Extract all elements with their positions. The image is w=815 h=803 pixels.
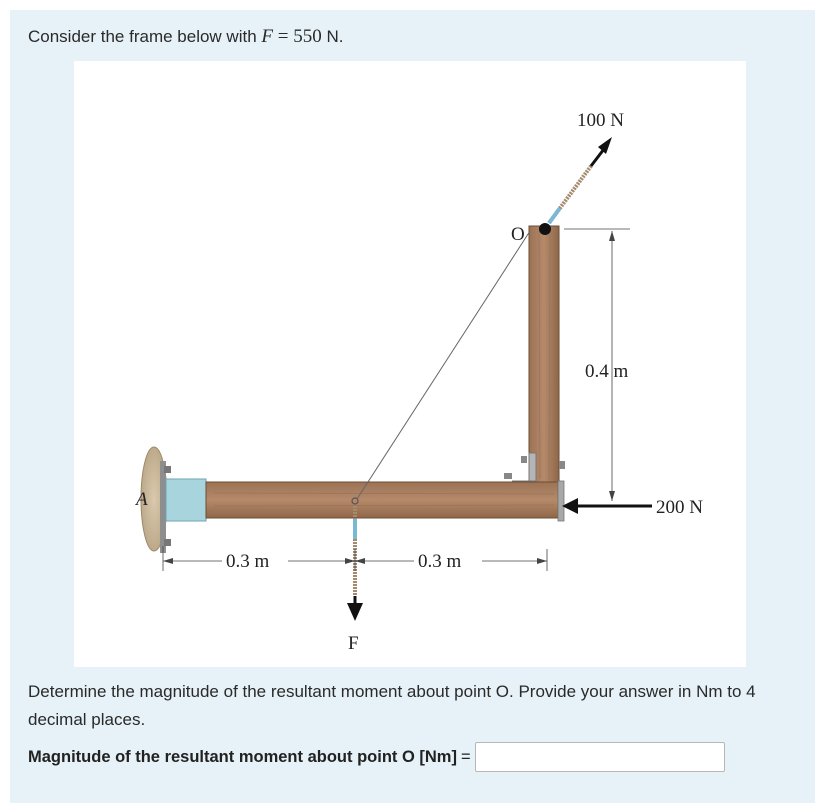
intro-math [261, 26, 321, 47]
corner-bolt [521, 456, 527, 463]
point-o-marker [539, 223, 551, 235]
horizontal-beam [206, 482, 558, 518]
label-f: F [348, 633, 359, 654]
intro-var: F [261, 26, 273, 47]
question-text: Determine the magnitude of the resultant moment about point O. Provide your answer in Nm to 4 decimal places. [28, 682, 756, 729]
end-plate [558, 481, 564, 521]
label-dim-vertical: 0.4 m [585, 361, 629, 382]
answer-input[interactable] [475, 742, 725, 772]
vertical-beam [529, 226, 559, 482]
label-a: A [136, 489, 148, 510]
answer-row [28, 742, 725, 772]
label-force-200n: 200 N [656, 497, 703, 518]
label-force-100n: 100 N [577, 110, 624, 131]
intro-eq: = 550 [273, 26, 322, 47]
arrow-200n-head [562, 498, 578, 514]
dim-arrow [537, 558, 547, 564]
corner-bolt [504, 473, 512, 479]
rope-100n-tip [549, 208, 560, 223]
label-dim-right: 0.3 m [418, 551, 462, 572]
question-panel [10, 10, 815, 803]
wall-bolt-bottom [164, 539, 171, 546]
intro-unit: N. [321, 27, 344, 46]
label-dim-left: 0.3 m [226, 551, 270, 572]
cable [357, 231, 530, 499]
arrow-100n-shaft [591, 149, 604, 166]
frame-diagram [74, 61, 746, 667]
arrow-100n-head [598, 137, 612, 154]
answer-label: Magnitude of the resultant moment about point O [Nm] [28, 747, 457, 766]
arrow-f-head [347, 603, 363, 621]
corner-bolt [559, 461, 565, 469]
frame-figure [74, 61, 746, 667]
wall-bolt-top [164, 466, 171, 473]
dim-arrow [163, 558, 173, 564]
wall-bracket [166, 479, 206, 521]
dim-vertical-arrow-top [609, 231, 615, 241]
intro-prefix: Consider the frame below with [28, 27, 262, 46]
answer-equals: = [460, 747, 471, 766]
dim-vertical-arrow-bottom [609, 491, 615, 501]
label-o: O [511, 224, 525, 245]
problem-intro [28, 26, 343, 48]
